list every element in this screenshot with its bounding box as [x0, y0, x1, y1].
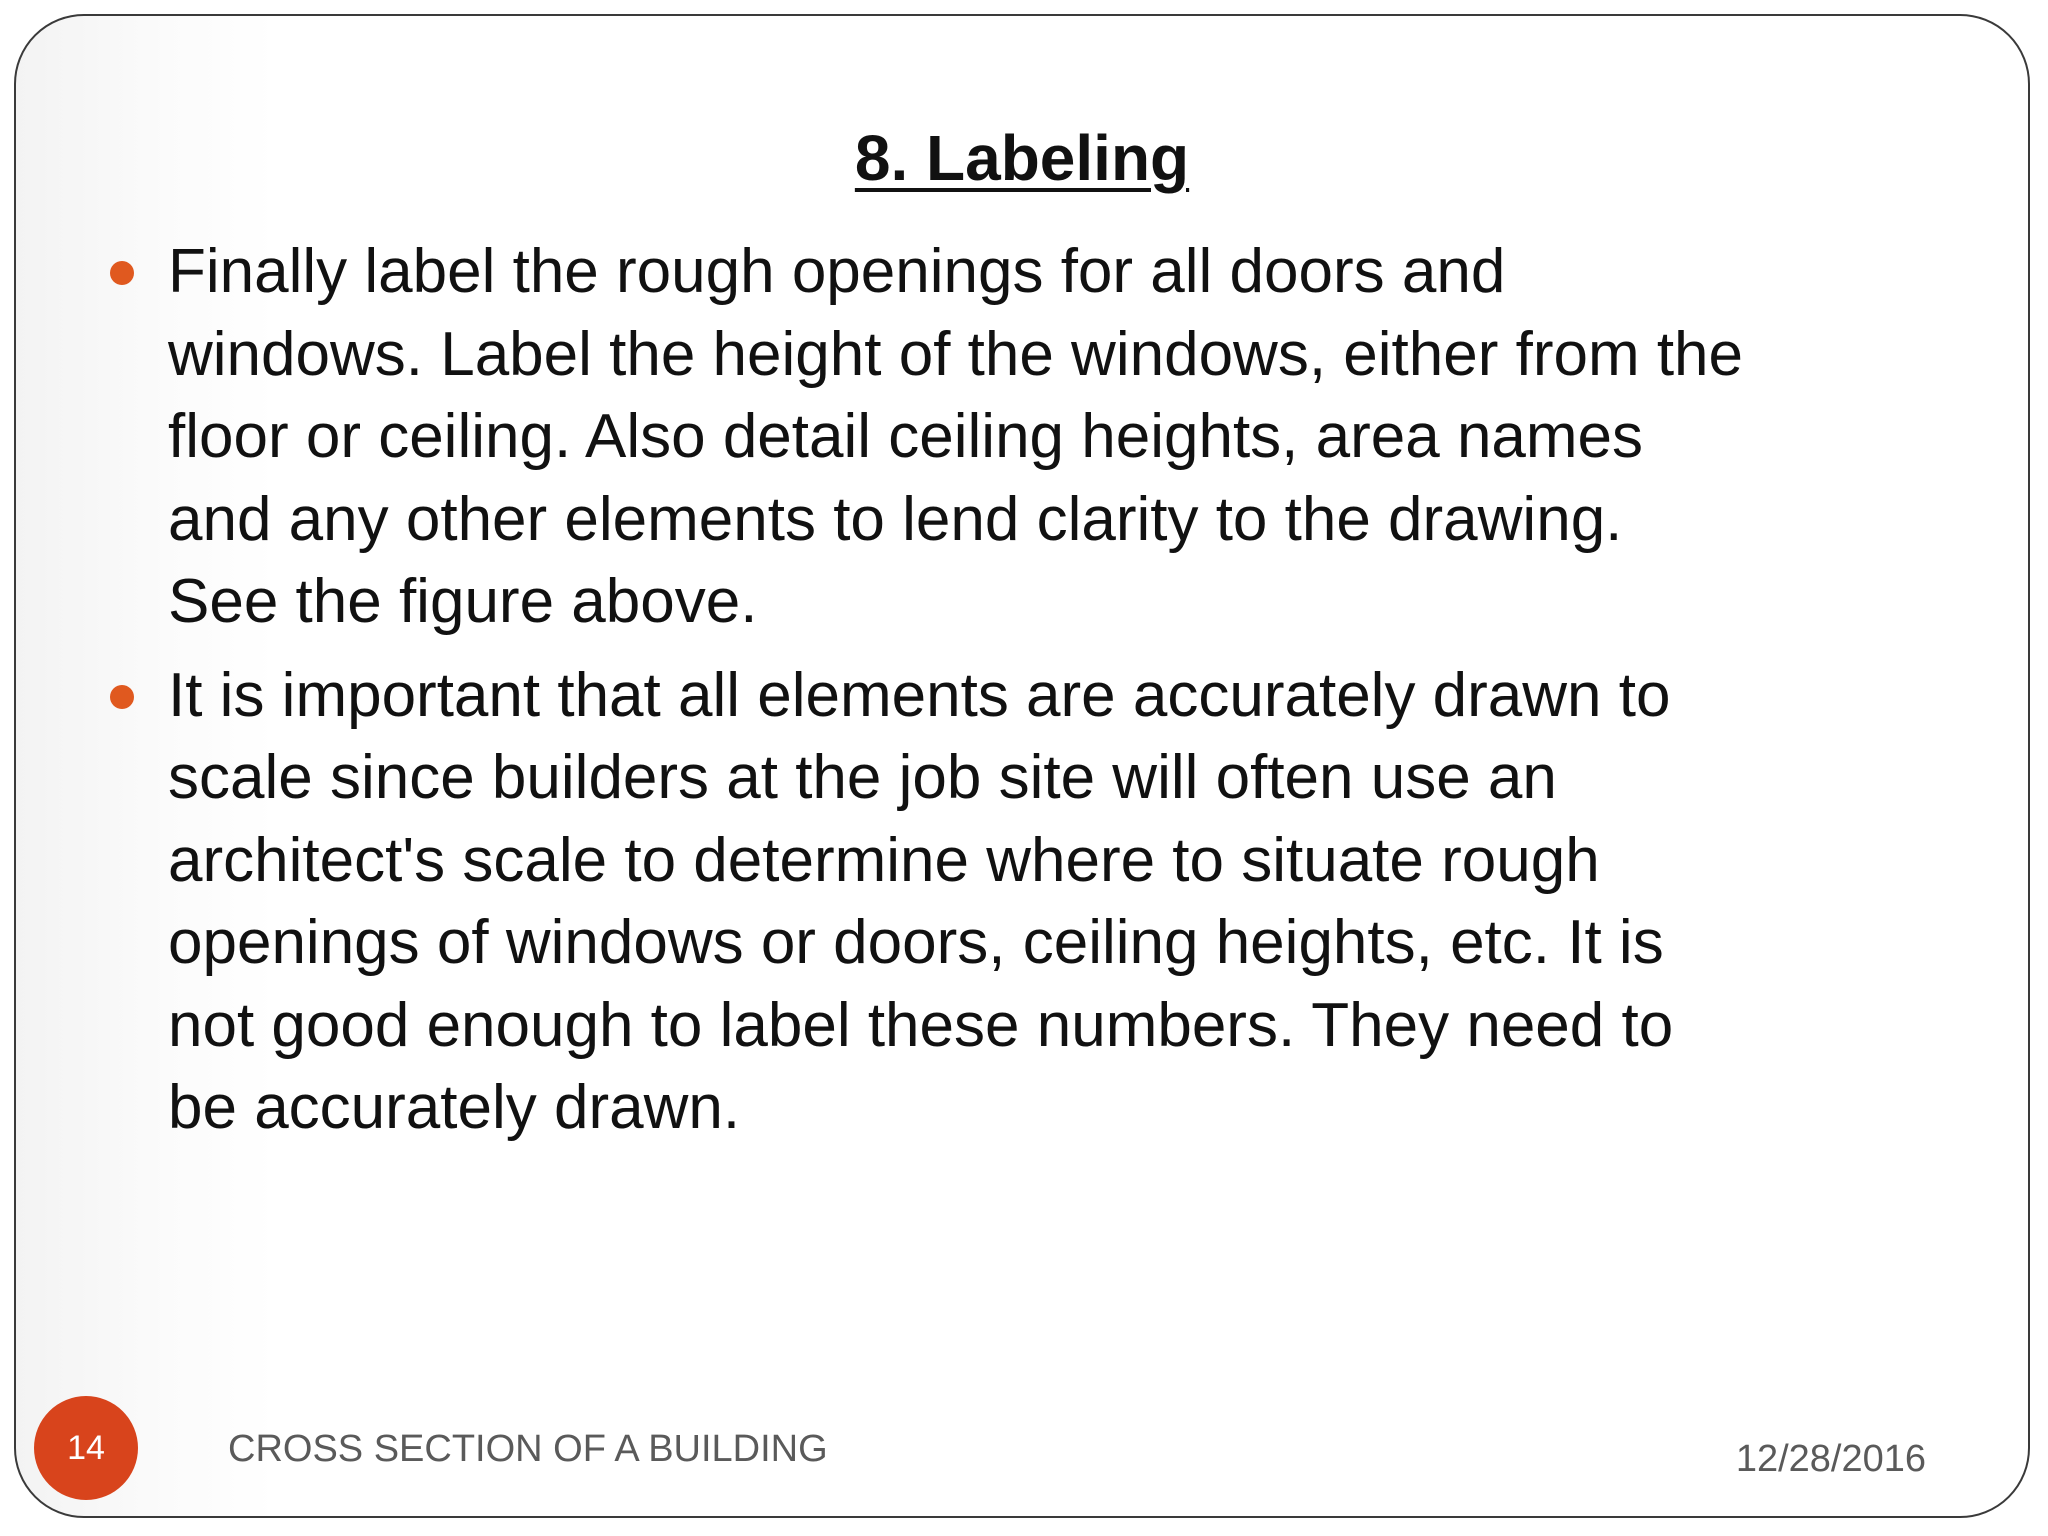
bullet-line: and any other elements to lend clarity to the drawing. [168, 484, 1623, 554]
slide [14, 14, 2030, 1518]
footer-date: 12/28/2016 [1735, 1438, 1926, 1480]
bullet-dot-icon [110, 685, 134, 709]
footer-title: CROSS SECTION OF A BUILDING [228, 1428, 828, 1470]
bullet-line: See the figure above. [168, 567, 758, 636]
bullet-line: not good enough to label these numbers. They need to [168, 990, 1674, 1060]
bullet-item [168, 231, 1968, 644]
bullet-line: floor or ceiling. Also detail ceiling heights, area names [168, 402, 1644, 471]
bullet-line: It is important that all elements are accurately drawn to [168, 660, 1671, 730]
bullet-list [168, 231, 1968, 1161]
slide-title-text: 8. Labeling [854, 122, 1190, 194]
bullet-line: architect's scale to determine where to situate rough [168, 825, 1600, 895]
page-number-badge: 14 [34, 1396, 138, 1500]
bullet-line: be accurately drawn. [168, 1073, 741, 1142]
bullet-line: windows. Label the height of the windows, either from the [168, 319, 1744, 389]
bullet-item [168, 655, 1968, 1150]
slide-title [16, 122, 2028, 194]
bullet-dot-icon [110, 261, 134, 285]
bullet-line: scale since builders at the job site will often use an [168, 743, 1557, 812]
bullet-line: Finally label the rough openings for all doors and [168, 237, 1506, 306]
bullet-line: openings of windows or doors, ceiling heights, etc. It is [168, 908, 1664, 977]
